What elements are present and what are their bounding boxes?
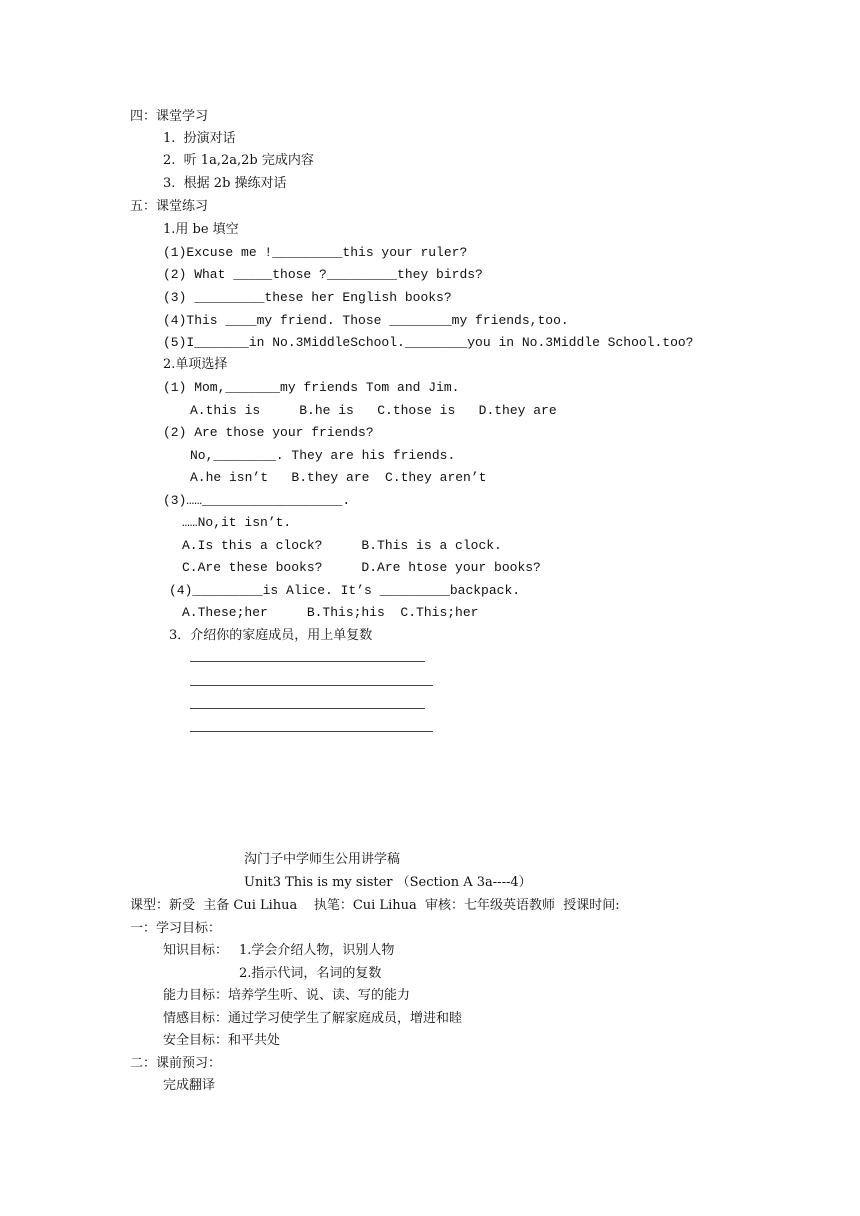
section4-item: 3. 根据 2b 操练对话 xyxy=(163,176,287,191)
part2-title: 2.单项选择 xyxy=(163,357,228,372)
exercise-line: (4)This ____my friend. Those ________my friends,too. xyxy=(163,313,569,328)
section4-item: 1. 扮演对话 xyxy=(163,131,236,146)
section1-heading: 一：学习目标： xyxy=(130,921,222,936)
exercise-line: (1)Excuse me !_________this your ruler? xyxy=(163,245,468,260)
info-line: 课型：新受 主备 Cui Lihua 执笔：Cui Lihua 审核：七年级英语教师 授课时间: xyxy=(130,898,620,913)
school-title: 沟门子中学师生公用讲学稿 xyxy=(244,852,401,867)
preview-task: 完成翻译 xyxy=(163,1078,216,1093)
unit-title: Unit3 This is my sister （Section A 3a----4） xyxy=(244,875,532,890)
question-continued: ……No,it isn’t. xyxy=(182,515,292,530)
section4-item: 2. 听 1a,2a,2b 完成内容 xyxy=(163,153,314,168)
exercise-line: (3) _________these her English books? xyxy=(163,290,452,305)
exercise-line: (5)I_______in No.3MiddleSchool.________you in No.3Middle School.too? xyxy=(163,335,694,350)
options: A.These;her B.This;his C.This;her xyxy=(182,605,479,620)
options: A.Is this a clock? B.This is a clock. xyxy=(182,538,502,553)
section2-heading: 二：课前预习： xyxy=(130,1056,222,1071)
options: A.he isn’t B.they are C.they aren’t xyxy=(190,470,487,485)
section5-heading: 五：课堂练习 xyxy=(130,199,209,214)
part1-title: 1.用 be 填空 xyxy=(163,222,239,237)
exercise-line: (2) What _____those ?_________they birds? xyxy=(163,267,483,282)
answer-line xyxy=(190,708,425,709)
knowledge-item: 2.指示代词，名词的复数 xyxy=(239,966,382,981)
question-continued: No,________. They are his friends. xyxy=(190,448,456,463)
part3-title: 3．介绍你的家庭成员，用上单复数 xyxy=(169,628,373,643)
question: (2) Are those your friends? xyxy=(163,425,374,440)
safety-goal: 安全目标：和平共处 xyxy=(163,1033,281,1048)
options: C.Are these books? D.Are htose your books? xyxy=(182,560,541,575)
question: (3)……__________________. xyxy=(163,493,351,508)
answer-line xyxy=(190,731,433,732)
answer-line xyxy=(190,685,433,686)
options: A.this is B.he is C.those is D.they are xyxy=(190,403,557,418)
knowledge-item: 1.学会介绍人物，识别人物 xyxy=(239,943,395,958)
answer-line xyxy=(190,661,425,662)
question: (4)_________is Alice. It’s _________backpack. xyxy=(169,583,521,598)
ability-goal: 能力目标：培养学生听、说、读、写的能力 xyxy=(163,988,411,1003)
question: (1) Mom,_______my friends Tom and Jim. xyxy=(163,380,460,395)
knowledge-label: 知识目标： xyxy=(163,943,229,958)
emotion-goal: 情感目标：通过学习使学生了解家庭成员，增进和睦 xyxy=(163,1011,463,1026)
section4-heading: 四：课堂学习 xyxy=(130,109,209,124)
